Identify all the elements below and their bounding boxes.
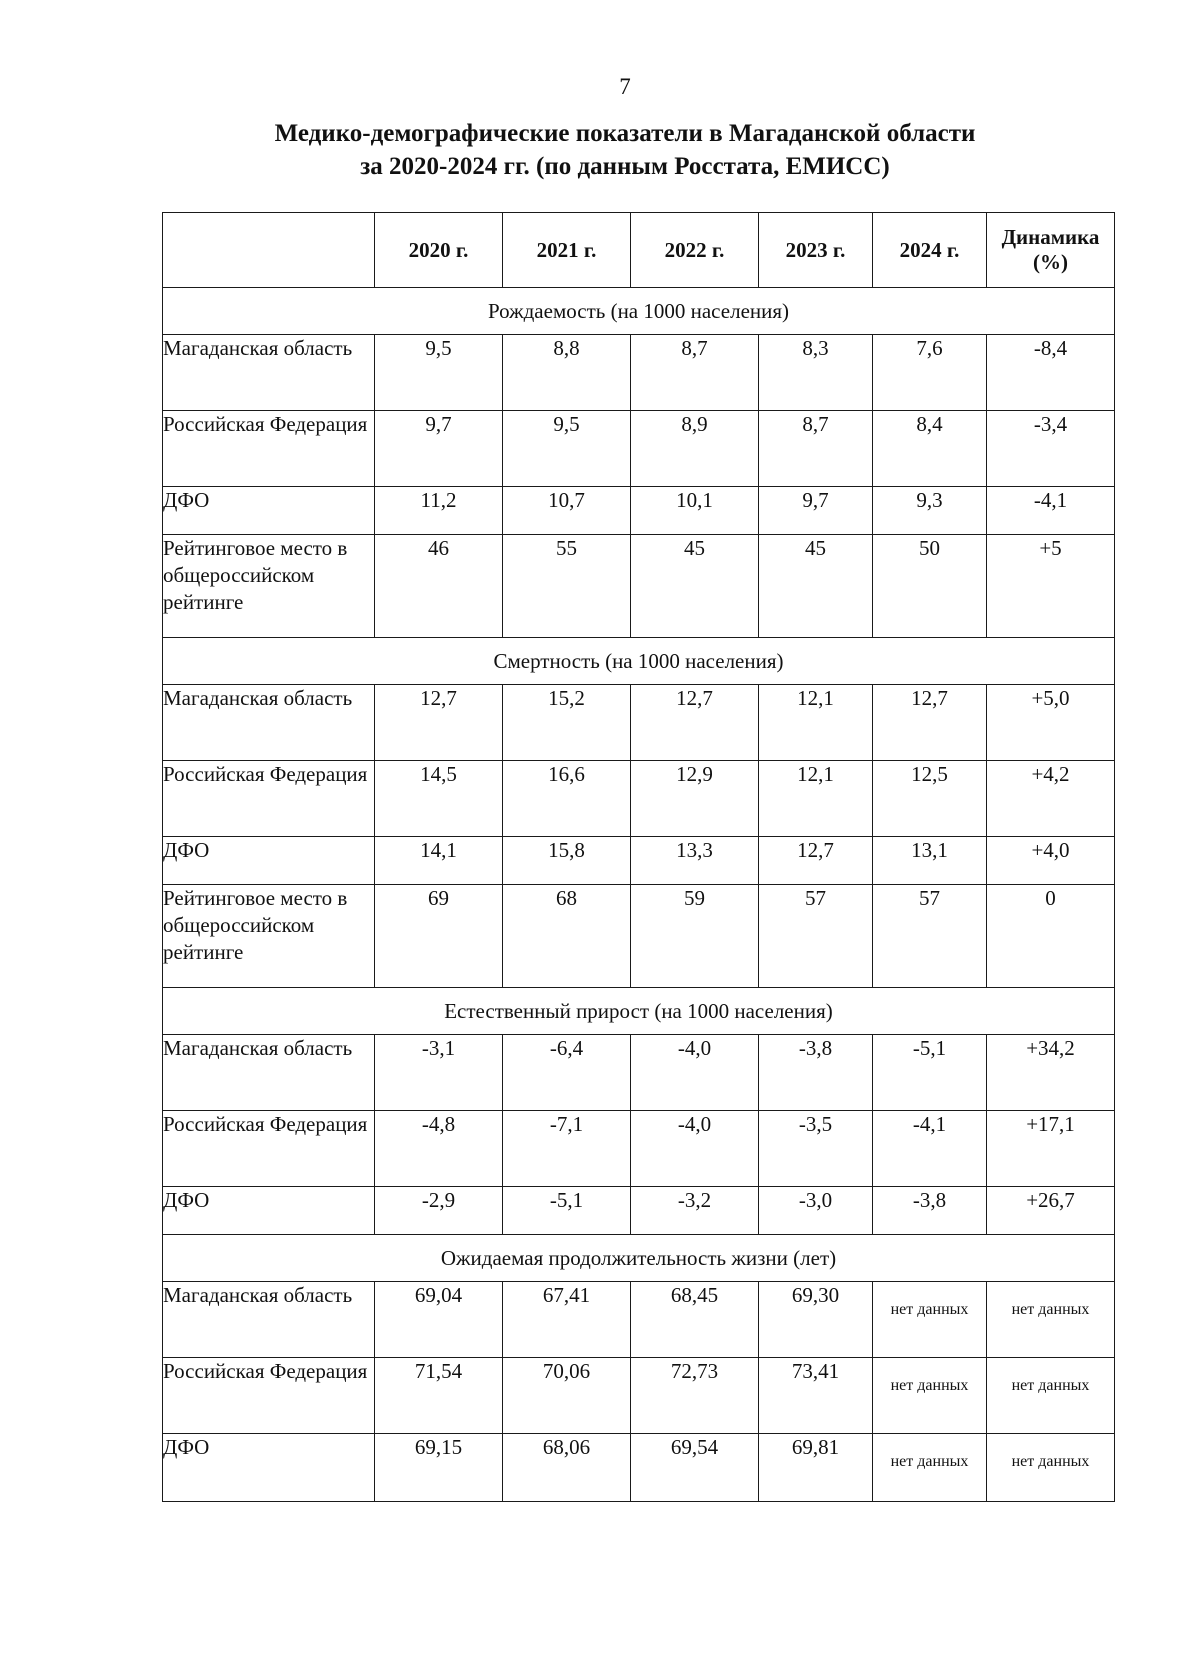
table-cell: 46 [375,535,503,638]
table-cell: 69,30 [759,1282,873,1358]
table-header-row [163,213,1115,288]
table-cell: +5,0 [987,685,1115,761]
table-row [163,1282,1115,1358]
row-label: Магаданская область [163,1035,375,1111]
table-row [163,1358,1115,1434]
table-cell: -4,1 [873,1111,987,1187]
table-row [163,837,1115,885]
header-year-2023: 2023 г. [759,213,873,288]
table-cell: нет данных [873,1358,987,1434]
table-cell: 45 [759,535,873,638]
table-cell: 12,5 [873,761,987,837]
table-cell: 45 [631,535,759,638]
table-cell: 71,54 [375,1358,503,1434]
table-cell: 9,5 [503,411,631,487]
table-cell: нет данных [987,1434,1115,1502]
table-cell: +4,2 [987,761,1115,837]
table-cell: 10,7 [503,487,631,535]
table-cell: 12,7 [631,685,759,761]
table-row [163,885,1115,988]
table-cell: 10,1 [631,487,759,535]
table-row [163,1111,1115,1187]
table-row [163,1035,1115,1111]
section-header-birth-rate [163,288,1115,335]
table-cell: 73,41 [759,1358,873,1434]
table-cell: 57 [759,885,873,988]
table-cell: 69,04 [375,1282,503,1358]
table-cell: -3,5 [759,1111,873,1187]
table-cell: -4,1 [987,487,1115,535]
table-cell: -4,0 [631,1111,759,1187]
row-label: ДФО [163,1187,375,1235]
table-cell: 69,81 [759,1434,873,1502]
table-row [163,1434,1115,1502]
row-label: ДФО [163,837,375,885]
header-year-2024: 2024 г. [873,213,987,288]
table-cell: 9,5 [375,335,503,411]
table-cell: -5,1 [503,1187,631,1235]
table-cell: 8,9 [631,411,759,487]
table-cell: +4,0 [987,837,1115,885]
header-dynamics: Динамика (%) [987,213,1115,288]
table-cell: 55 [503,535,631,638]
table-cell: -4,0 [631,1035,759,1111]
header-year-2022: 2022 г. [631,213,759,288]
table-cell: -3,2 [631,1187,759,1235]
table-cell: 59 [631,885,759,988]
table-cell: 13,1 [873,837,987,885]
section-title: Смертность (на 1000 населения) [163,638,1115,685]
table-cell: -3,1 [375,1035,503,1111]
section-title: Ожидаемая продолжительность жизни (лет) [163,1235,1115,1282]
row-label: ДФО [163,1434,375,1502]
table-cell: 70,06 [503,1358,631,1434]
page-number: 7 [619,74,631,99]
row-label: Магаданская область [163,685,375,761]
table-row [163,335,1115,411]
table-cell: 16,6 [503,761,631,837]
table-cell: +17,1 [987,1111,1115,1187]
section-header-life-expectancy [163,1235,1115,1282]
table-cell: -5,1 [873,1035,987,1111]
table-cell: 12,7 [873,685,987,761]
table-cell: 68,45 [631,1282,759,1358]
header-year-2020: 2020 г. [375,213,503,288]
table-row [163,1187,1115,1235]
table-cell: нет данных [873,1282,987,1358]
row-label: Рейтинговое место в общероссийском рейтинге [163,535,375,638]
table-row [163,411,1115,487]
page-title [0,117,1200,183]
table-cell: 12,1 [759,685,873,761]
table-cell: 14,5 [375,761,503,837]
table-cell: 15,8 [503,837,631,885]
table-cell: 13,3 [631,837,759,885]
table-row [163,685,1115,761]
row-label: Магаданская область [163,1282,375,1358]
table-cell: 7,6 [873,335,987,411]
table-cell: нет данных [873,1434,987,1502]
table-cell: 8,7 [759,411,873,487]
table-row [163,487,1115,535]
row-label: Российская Федерация [163,411,375,487]
table-cell: 0 [987,885,1115,988]
section-title: Рождаемость (на 1000 населения) [163,288,1115,335]
row-label: Российская Федерация [163,1358,375,1434]
table-cell: 9,7 [375,411,503,487]
table-cell: -8,4 [987,335,1115,411]
table-row [163,761,1115,837]
section-header-natural-growth [163,988,1115,1035]
table-cell: 69 [375,885,503,988]
row-label: Рейтинговое место в общероссийском рейтинге [163,885,375,988]
table-cell: 12,1 [759,761,873,837]
title-line-1: Медико-демографические показатели в Магаданской области [274,120,976,147]
table-cell: -6,4 [503,1035,631,1111]
row-label: ДФО [163,487,375,535]
table-cell: 8,7 [631,335,759,411]
table-cell: 11,2 [375,487,503,535]
table-cell: -4,8 [375,1111,503,1187]
section-title: Естественный прирост (на 1000 населения) [163,988,1115,1035]
table-cell: 12,7 [375,685,503,761]
table-cell: -3,8 [873,1187,987,1235]
table-cell: 8,8 [503,335,631,411]
table-cell: +26,7 [987,1187,1115,1235]
header-year-2021: 2021 г. [503,213,631,288]
table-cell: -3,4 [987,411,1115,487]
table-cell: -7,1 [503,1111,631,1187]
table-cell: 8,4 [873,411,987,487]
row-label: Магаданская область [163,335,375,411]
table-row [163,535,1115,638]
table-cell: 8,3 [759,335,873,411]
table-cell: 9,3 [873,487,987,535]
title-line-2: за 2020-2024 гг. (по данным Росстата, ЕМИСС) [360,153,890,180]
table-cell: 9,7 [759,487,873,535]
table-cell: 14,1 [375,837,503,885]
table-cell: -2,9 [375,1187,503,1235]
table-cell: -3,0 [759,1187,873,1235]
demographics-table [162,212,1115,1502]
row-label: Российская Федерация [163,1111,375,1187]
table-cell: 72,73 [631,1358,759,1434]
header-corner-cell [163,213,375,288]
table-cell: 68,06 [503,1434,631,1502]
table-cell: нет данных [987,1282,1115,1358]
section-header-mortality [163,638,1115,685]
table-cell: 68 [503,885,631,988]
table-cell: 12,9 [631,761,759,837]
row-label: Российская Федерация [163,761,375,837]
table-cell: +5 [987,535,1115,638]
table-cell: 67,41 [503,1282,631,1358]
table-cell: 57 [873,885,987,988]
table-cell: -3,8 [759,1035,873,1111]
table-cell: 69,54 [631,1434,759,1502]
table-cell: 69,15 [375,1434,503,1502]
table-cell: 12,7 [759,837,873,885]
table-cell: нет данных [987,1358,1115,1434]
table-body [163,288,1115,1502]
table-cell: 50 [873,535,987,638]
table-cell: 15,2 [503,685,631,761]
table-cell: +34,2 [987,1035,1115,1111]
